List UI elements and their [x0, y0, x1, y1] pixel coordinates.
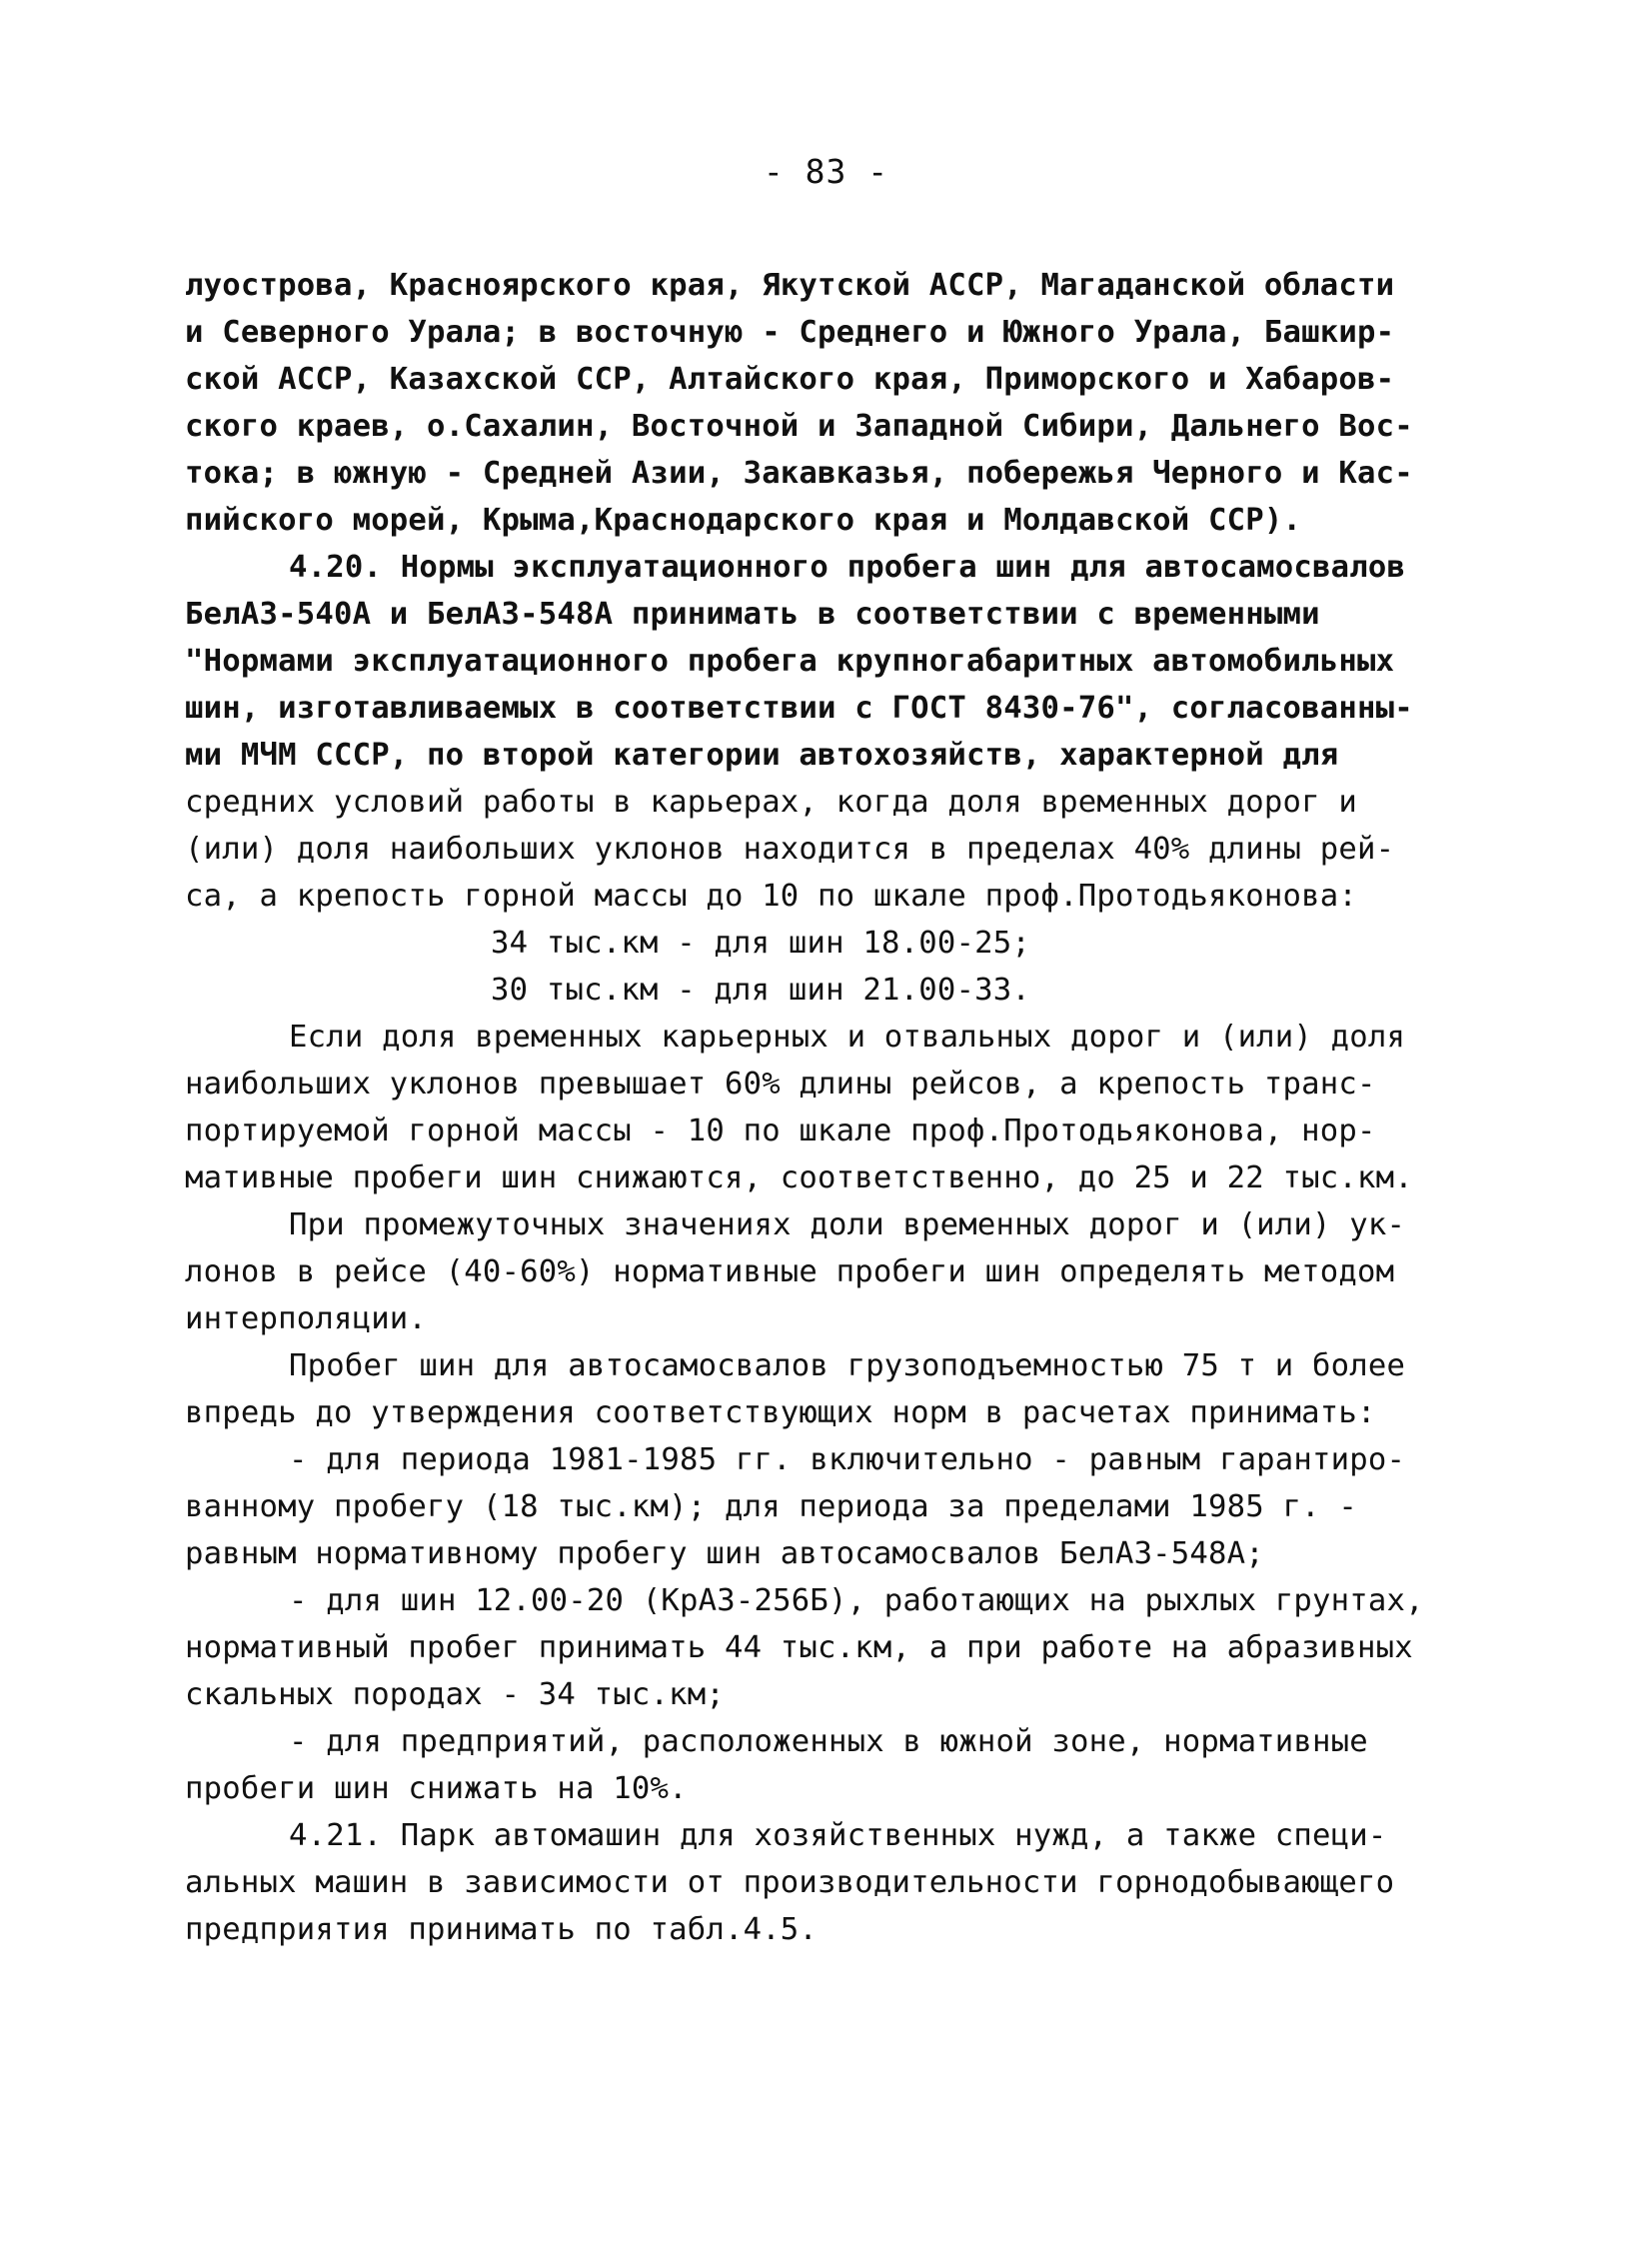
text-line: (или) доля наибольших уклонов находится в пределах 40% длины рей-	[185, 832, 1395, 867]
text-line: впредь до утверждения соответствующих норм в расчетах принимать:	[185, 1395, 1376, 1430]
text-line: ванному пробегу (18 тыс.км); для периода за пределами 1985 г. -	[185, 1489, 1357, 1524]
text-line: альных машин в зависимости от производительности горнодобывающего	[185, 1865, 1395, 1900]
page-number: - 83 -	[763, 152, 889, 191]
text-line: интерполяции.	[185, 1301, 428, 1336]
text-line: ской АССР, Казахской ССР, Алтайского края, Приморского и Хабаров-	[185, 362, 1395, 397]
text-line: луострова, Красноярского края, Якутской АССР, Магаданской области	[185, 268, 1395, 303]
text-line: - для периода 1981-1985 гг. включительно - равным гарантиро-	[289, 1442, 1406, 1477]
text-line: равным нормативному пробегу шин автосамосвалов БелАЗ-548А;	[185, 1536, 1264, 1571]
text-line: пийского морей, Крыма,Краснодарского края и Молдавской ССР).	[185, 503, 1302, 538]
text-line: тока; в южную - Средней Азии, Закавказья, побережья Черного и Кас-	[185, 456, 1413, 491]
text-line: мативные пробеги шин снижаются, соответственно, до 25 и 22 тыс.км.	[185, 1160, 1413, 1195]
text-line: "Нормами эксплуатационного пробега крупногабаритных автомобильных	[185, 644, 1395, 679]
text-line: 4.21. Парк автомашин для хозяйственных нужд, а также специ-	[289, 1818, 1387, 1853]
text-line: - для предприятий, расположенных в южной зоне, нормативные	[289, 1724, 1368, 1759]
text-line: БелАЗ-540А и БелАЗ-548А принимать в соответствии с временными	[185, 597, 1320, 632]
text-line: Пробег шин для автосамосвалов грузоподъемностью 75 т и более	[289, 1348, 1406, 1383]
text-line: - для шин 12.00-20 (КрАЗ-256Б), работающих на рыхлых грунтах,	[289, 1583, 1424, 1618]
text-line: Если доля временных карьерных и отвальных дорог и (или) доля	[289, 1020, 1406, 1055]
text-line: са, а крепость горной массы до 10 по шкале проф.Протодьяконова:	[185, 879, 1357, 914]
text-line: предприятия принимать по табл.4.5.	[185, 1912, 819, 1947]
text-line: 4.20. Нормы эксплуатационного пробега шин для автосамосвалов	[289, 550, 1406, 585]
body-text	[185, 262, 1474, 1953]
text-line: шин, изготавливаемых в соответствии с ГОСТ 8430-76", согласованны-	[185, 691, 1413, 726]
text-line: нормативный пробег принимать 44 тыс.км, а при работе на абразивных	[185, 1630, 1413, 1665]
text-line: 30 тыс.км - для шин 21.00-33.	[491, 973, 1030, 1008]
text-line: лонов в рейсе (40-60%) нормативные пробеги шин определять методом	[185, 1254, 1395, 1289]
text-line: наибольших уклонов превышает 60% длины рейсов, а крепость транс-	[185, 1067, 1376, 1102]
text-line: ского краев, о.Сахалин, Восточной и Западной Сибири, Дальнего Вос-	[185, 409, 1413, 444]
text-line: средних условий работы в карьерах, когда доля временных дорог и	[185, 785, 1357, 820]
text-line: пробеги шин снижать на 10%.	[185, 1771, 688, 1806]
text-line: 34 тыс.км - для шин 18.00-25;	[491, 926, 1030, 961]
text-line: ми МЧМ СССР, по второй категории автохозяйств, характерной для	[185, 738, 1339, 773]
text-line: При промежуточных значениях доли временных дорог и (или) ук-	[289, 1207, 1406, 1242]
text-line: портируемой горной массы - 10 по шкале проф.Протодьяконова, нор-	[185, 1114, 1376, 1148]
text-line: скальных породах - 34 тыс.км;	[185, 1677, 725, 1712]
text-line: и Северного Урала; в восточную - Среднего и Южного Урала, Башкир-	[185, 315, 1395, 350]
